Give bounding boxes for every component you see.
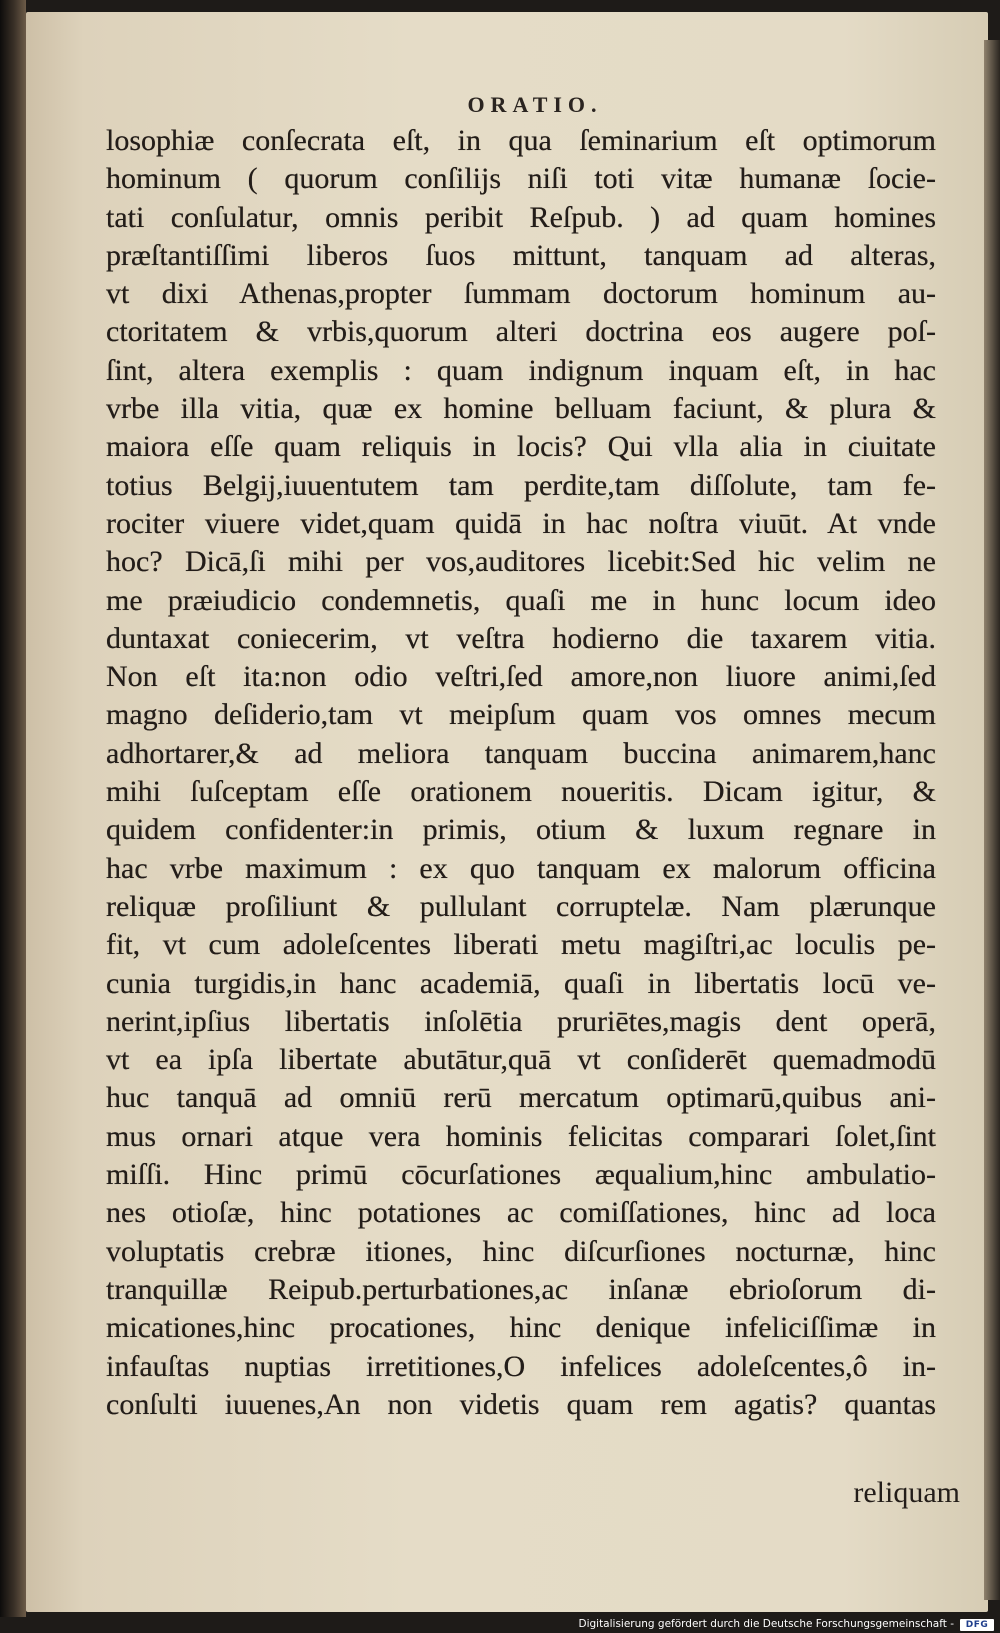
text-line: mihi ſuſceptam eſſe orationem noueritis. Dicam igitur, &: [106, 775, 936, 809]
text-line: reliquæ proſiliunt & pullulant corruptelæ. Nam plærunque: [106, 889, 936, 923]
text-line: miſſi. Hinc primū cōcurſationes æqualium,hinc ambulatio-: [106, 1158, 936, 1192]
text-line: duntaxat coniecerim, vt veſtra hodierno die taxarem vitia.: [106, 621, 936, 655]
running-head: [0, 92, 1000, 118]
text-line: præſtantiſſimi liberos ſuos mittunt, tanquam ad alteras,: [106, 238, 936, 272]
text-line: mus ornari atque vera hominis felicitas comparari ſolet,ſint: [106, 1119, 936, 1153]
text-line: infauſtas nuptias irretitiones,O infelices adoleſcentes,ô in-: [106, 1349, 936, 1383]
text-line: maiora eſſe quam reliquis in locis? Qui vlla alia in ciuitate: [106, 430, 936, 464]
text-line: nerint,ipſius libertatis inſolētia pruriētes,magis dent operā,: [106, 1004, 936, 1038]
text-line: vt ea ipſa libertate abutātur,quā vt conſiderēt quemadmodū: [106, 1043, 936, 1077]
text-line: adhortarer,& ad meliora tanquam buccina animarem,hanc: [106, 736, 936, 770]
digitization-credit: Digitalisierung gefördert durch die Deutsche Forschungsgemeinschaft -: [578, 1618, 954, 1630]
catchword: reliquam: [853, 1476, 960, 1509]
body-text: [106, 122, 966, 1424]
text-line: vrbe illa vitia, quæ ex homine belluam faciunt, & plura &: [106, 392, 936, 426]
text-line: huc tanquā ad omniū rerū mercatum optimarū,quibus ani-: [106, 1081, 936, 1115]
text-line: quidem confidenter:in primis, otium & luxum regnare in: [106, 813, 936, 847]
text-line: hoc? Dicā,ſi mihi per vos,auditores licebit:Sed hic velim ne: [106, 545, 936, 579]
page-edge-shadow: [984, 40, 1000, 1600]
text-line: totius Belgij,iuuentutem tam perdite,tam diſſolute, tam fe-: [106, 468, 936, 502]
text-line: hominum ( quorum conſilijs niſi toti vitæ humanæ ſocie-: [106, 162, 936, 196]
text-line: fit, vt cum adoleſcentes liberati metu magiſtri,ac loculis pe-: [106, 928, 936, 962]
text-line: Non eſt ita:non odio veſtri,ſed amore,non liuore animi,ſed: [106, 660, 936, 694]
running-head-text: ORATIO.: [467, 92, 603, 117]
text-line: ſint, altera exemplis : quam indignum inquam eſt, in hac: [106, 353, 936, 387]
text-line: tati conſulatur, omnis peribit Reſpub. ) ad quam homines: [106, 200, 936, 234]
text-line: ctoritatem & vrbis,quorum alteri doctrina eos augere poſ-: [106, 315, 936, 349]
text-line: magno deſiderio,tam vt meipſum quam vos omnes mecum: [106, 698, 936, 732]
text-line: tranquillæ Reipub.perturbationes,ac inſanæ ebrioſorum di-: [106, 1272, 936, 1306]
text-line: me præiudicio condemnetis, quaſi me in hunc locum ideo: [106, 583, 936, 617]
text-line: nes otioſæ, hinc potationes ac comiſſationes, hinc ad loca: [106, 1196, 936, 1230]
dfg-logo: DFG: [960, 1619, 994, 1631]
text-line: voluptatis crebræ itiones, hinc diſcurſiones nocturnæ, hinc: [106, 1234, 936, 1268]
text-line: vt dixi Athenas,propter ſummam doctorum hominum au-: [106, 277, 936, 311]
book-binding-edge: [0, 0, 26, 1633]
text-line: cunia turgidis,in hanc academiā, quaſi in libertatis locū ve-: [106, 966, 936, 1000]
text-line: micationes,hinc procationes, hinc denique infeliciſſimæ in: [106, 1311, 936, 1345]
text-line: conſulti iuuenes,An non videtis quam rem agatis? quantas: [106, 1387, 936, 1421]
text-line: losophiæ conſecrata eſt, in qua ſeminarium eſt optimorum: [106, 124, 936, 157]
text-line: hac vrbe maximum : ex quo tanquam ex malorum officina: [106, 851, 936, 885]
text-line: rociter viuere videt,quam quidā in hac noſtra viuūt. At vnde: [106, 506, 936, 540]
